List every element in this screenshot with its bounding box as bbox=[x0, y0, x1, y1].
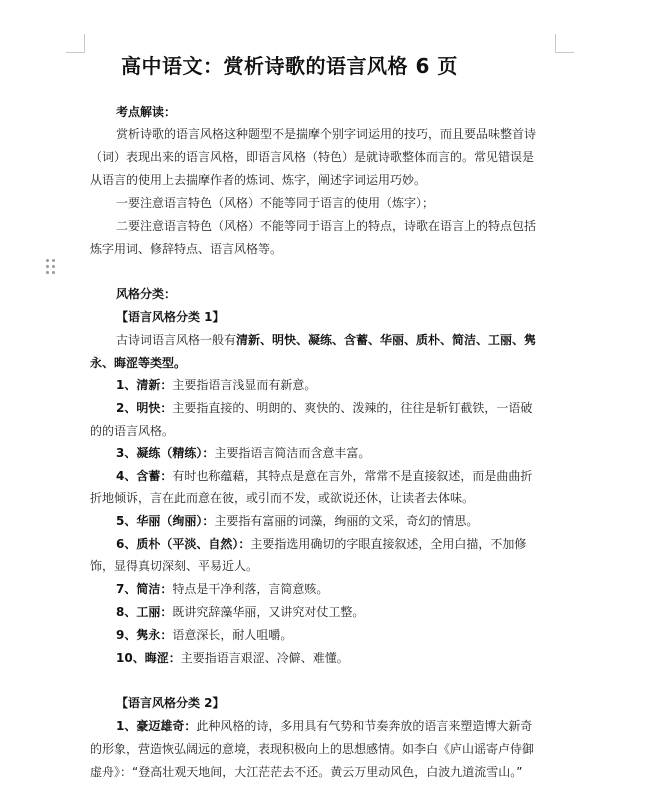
style-item-8: 8、工丽：既讲究辞藻华丽，又讲究对仗工整。 bbox=[116, 605, 365, 619]
kaodian-para1-line1: 赏析诗歌的语言风格这种题型不是揣摩个别字词运用的技巧，而且要品味整首诗 bbox=[116, 127, 537, 141]
cat2-item1-line3: 虚舟》：“登高壮观天地间，大江茫茫去不还。黄云万里动风色，白波九道流雪山。” bbox=[90, 765, 523, 779]
style-item-4: 4、含蓄：有时也称蕴藉，其特点是意在言外，常常不是直接叙述，而是曲曲折 bbox=[116, 469, 533, 483]
kaodian-para3-line1: 二要注意语言特色（风格）不能等同于语言上的特点，诗歌在语言上的特点包括 bbox=[116, 219, 537, 233]
style-item-1: 1、清新：主要指语言浅显而有新意。 bbox=[116, 378, 317, 392]
style-item-3: 3、凝练（精练）：主要指语言简洁而含意丰富。 bbox=[116, 446, 371, 460]
style-item-5: 5、华丽（绚丽）：主要指有富丽的词藻，绚丽的文采，奇幻的情思。 bbox=[116, 514, 479, 528]
style-item-6: 6、质朴（平淡、自然）：主要指选用确切的字眼直接叙述，全用白描，不加修 bbox=[116, 537, 527, 551]
kaodian-para1-line2: （词）表现出来的语言风格，即语言风格（特色）是就诗歌整体而言的。常见错误是 bbox=[90, 150, 535, 164]
cat2-item1: 1、豪迈雄奇：此种风格的诗，多用具有气势和节奏奔放的语言来塑造博大新奇 bbox=[116, 719, 533, 733]
kaodian-para3-line2: 炼字用词、修辞特点、语言风格等。 bbox=[90, 242, 283, 256]
kaodian-para2: 一要注意语言特色（风格）不能等同于语言的使用（炼字）； bbox=[116, 196, 435, 210]
style-item-7: 7、简洁：特点是干净利落，言简意赅。 bbox=[116, 582, 329, 596]
crop-mark-top-left bbox=[66, 34, 85, 53]
cat1-heading: 【语言风格分类 1】 bbox=[116, 310, 225, 324]
fengge-heading: 风格分类： bbox=[116, 287, 177, 301]
style-item-4-cont: 折地倾诉，言在此而意在彼，或引而不发，或欲说还休，让读者去体味。 bbox=[90, 491, 475, 505]
cat2-item1-line2: 的形象，营造恢弘阔远的意境，表现积极向上的思想感情。如李白《庐山谣寄卢侍御 bbox=[90, 742, 535, 756]
cat2-heading: 【语言风格分类 2】 bbox=[116, 696, 225, 710]
style-item-10: 10、晦涩：主要指语言艰涩、冷僻、难懂。 bbox=[116, 651, 349, 665]
document-title: 高中语文：赏析诗歌的语言风格 6 页 bbox=[121, 54, 458, 78]
drag-handle-icon[interactable] bbox=[46, 259, 56, 275]
cat1-intro-line1: 古诗词语言风格一般有清新、明快、凝练、含蓄、华丽、质朴、简洁、工丽、隽 bbox=[116, 333, 537, 347]
style-item-2-cont: 的的语言风格。 bbox=[90, 424, 175, 438]
kaodian-para1-line3: 从语言的使用上去揣摩作者的炼词、炼字，阐述字词运用巧妙。 bbox=[90, 173, 427, 187]
style-item-6-cont: 饰，显得真切深刻、平易近人。 bbox=[90, 559, 259, 573]
cat1-intro-line2: 永、晦涩等类型。 bbox=[90, 356, 187, 370]
style-item-2: 2、明快：主要指直接的、明朗的、爽快的、泼辣的，往往是斩钉截铁，一语破 bbox=[116, 401, 533, 415]
crop-mark-top-right bbox=[555, 34, 574, 53]
kaodian-heading: 考点解读： bbox=[116, 105, 177, 119]
style-item-9: 9、隽永：语意深长，耐人咀嚼。 bbox=[116, 628, 293, 642]
